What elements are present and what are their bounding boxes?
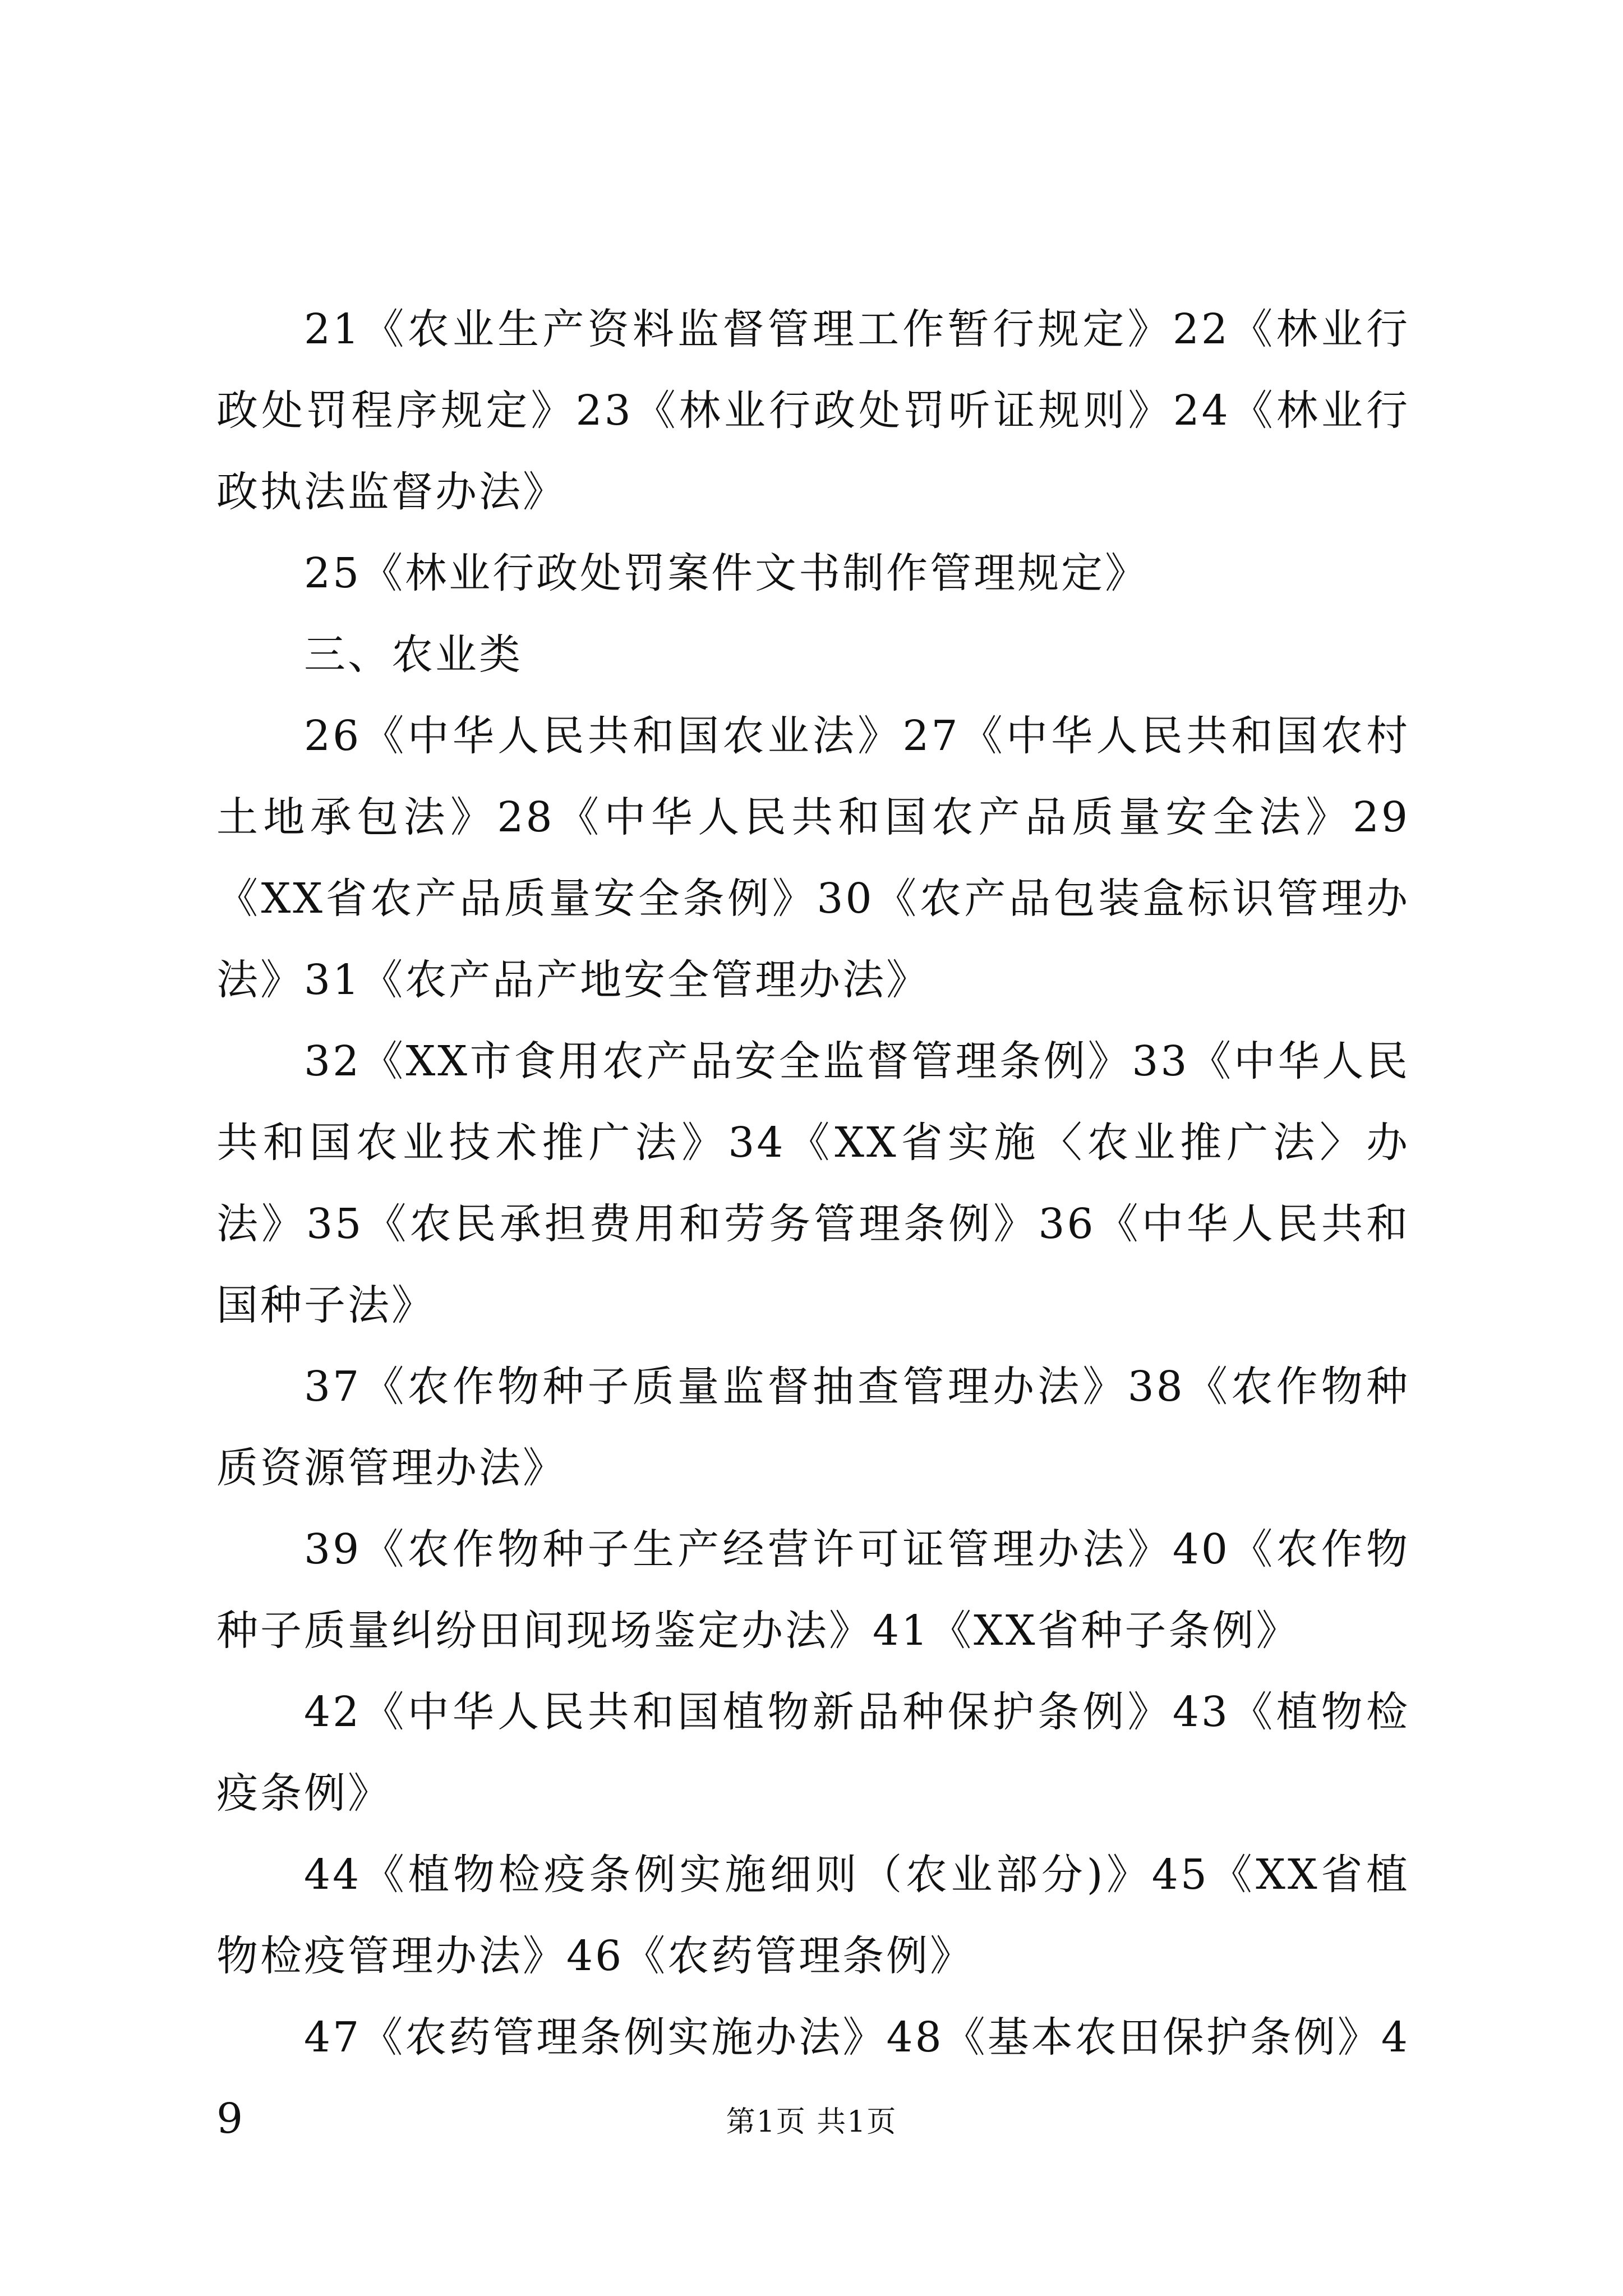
paragraph-47-49: 47《农药管理条例实施办法》48《基本农田保护条例》49 — [216, 2013, 1410, 2143]
paragraph-37-38: 37《农作物种子质量监督抽查管理办法》38《农作物种质资源管理办法》 — [216, 1363, 1410, 1492]
paragraph-39-41: 39《农作物种子生产经营许可证管理办法》40《农作物种子质量纠纷田间现场鉴定办法》41《XX省种子条例》 — [216, 1525, 1410, 1655]
paragraph-44-46: 44《植物检疫条例实施细则（农业部分)》45《XX省植物检疫管理办法》46《农药管理条例》 — [216, 1851, 1410, 1980]
document-body — [216, 289, 1410, 2160]
page-footer: 第1页 共1页 — [726, 2105, 897, 2139]
paragraph-26-31: 26《中华人民共和国农业法》27《中华人民共和国农村土地承包法》28《中华人民共和国农产品质量安全法》29《XX省农产品质量安全条例》30《农产品包装盒标识管理办法》31《农产品产地安全管理办法》 — [216, 712, 1410, 1004]
paragraph-25: 25《林业行政处罚案件文书制作管理规定》 — [304, 549, 1149, 597]
paragraph-42-43: 42《中华人民共和国植物新品种保护条例》43《植物检疫条例》 — [216, 1688, 1410, 1818]
section-heading-agriculture: 三、农业类 — [304, 631, 523, 679]
paragraph-32-36: 32《XX市食用农产品安全监督管理条例》33《中华人民共和国农业技术推广法》34《XX省实施〈农业推广法〉办法》35《农民承担费用和劳务管理条例》36《中华人民共和国种子法》 — [216, 1037, 1410, 1329]
paragraph-21-24: 21《农业生产资料监督管理工作暂行规定》22《林业行政处罚程序规定》23《林业行政处罚听证规则》24《林业行政执法监督办法》 — [216, 305, 1410, 516]
